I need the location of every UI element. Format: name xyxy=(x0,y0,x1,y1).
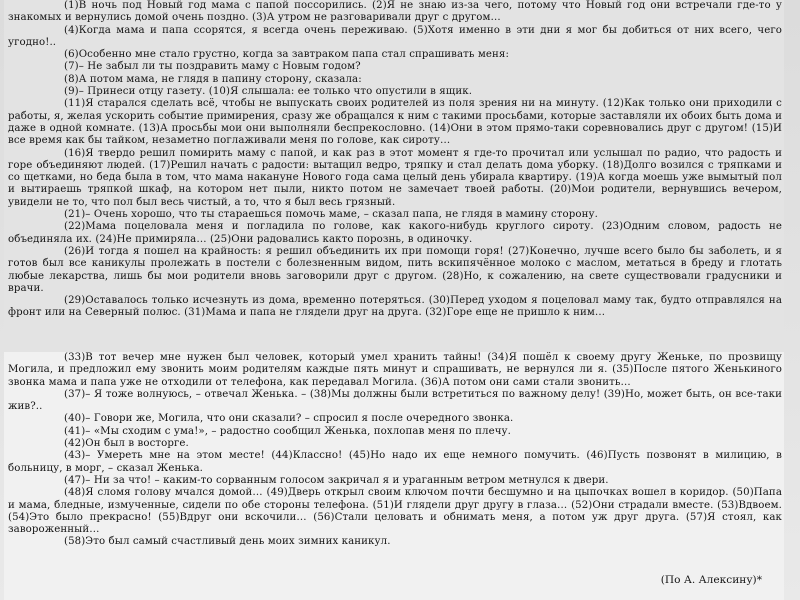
paragraph: (37)– Я тоже волнуюсь, – отвечал Женька. – (38)Мы должны были встретиться по важному делу! (39)Но, может быть, он все-таки жив?.. xyxy=(8,388,782,413)
paragraph: (33)В тот вечер мне нужен был человек, который умел хранить тайны! (34)Я пошёл к своему другу Женьке, по прозвищу Могила, и предложил ему звонить моим родителям каждые пять минут и спрашивать, не вернулся ли я. (35)После пятого Женькиного звонка мама и папа уже не отходили от телефона, как передавал Могила. (36)А потом они сами стали звонить… xyxy=(8,352,782,388)
paragraph: (11)Я старался сделать всё, чтобы не выпускать своих родителей из поля зрения ни на минуту. (12)Как только они приходили с работы, я, желая ускорить событие примирения, сразу же обращался к ним с такими просьбами, которые заставляли их обоих быть дома и даже в одной комнате. (13)А просьбы мои они выполняли беспрекословно. (14)Они в этом прямо-таки соревновались друг с другом! (15)И все время как бы тайком, незаметно поглаживали меня по голове, как сироту… xyxy=(8,98,782,147)
text-body-bottom xyxy=(4,352,784,549)
paragraph: (4)Когда мама и папа ссорятся, я всегда очень переживаю. (5)Хотя именно в эти дни я мог бы добиться от них всего, чего угодно!.. xyxy=(8,24,782,48)
source-attribution: (По А. Алексину)* xyxy=(660,574,762,586)
paragraph: (9)– Принеси отцу газету. (10)Я слышала: ее только что опустили в ящик. xyxy=(64,86,473,98)
paragraph: (42)Он был в восторге. xyxy=(64,438,189,450)
paragraph: (6)Особенно мне стало грустно, когда за завтраком папа стал спрашивать меня: xyxy=(64,49,509,61)
paragraph: (16)Я твердо решил помирить маму с папой, и как раз в этот момент я где-то прочитал или услышал по радио, что радость и горе объединяют людей. (17)Решил начать с радости: вытащил ведро, тряпку и стал делать дома уборку. (18)Долго возился с тряпками и со щетками, но беда была в том, что мама накануне Нового года сама целый день убирала квартиру. (19)А когда моешь уже вымытый пол и вытираешь тряпкой шкаф, на котором нет пыли, никто потом не замечает твоей работы. (20)Мои родители, вернувшись вечером, увидели не то, что пол был весь чистый, а то, что я был весь грязный. xyxy=(8,147,782,208)
paragraph: (40)– Говори же, Могила, что они сказали? – спросил я после очередного звонка. xyxy=(64,413,514,425)
paragraph: (41)– «Мы сходим с ума!», – радостно сообщил Женька, похлопав меня по плечу. xyxy=(64,425,511,437)
paragraph: (7)– Не забыл ли ты поздравить маму с Новым годом? xyxy=(64,61,361,73)
paragraph: (58)Это был самый счастливый день моих зимних каникул. xyxy=(64,536,391,548)
paragraph: (43)– Умереть мне на этом месте! (44)Классно! (45)Но надо их еще немного помучить. (46)Пусть позвонят в милицию, в больницу, в морг, – сказал Женька. xyxy=(8,450,782,474)
text-body-top xyxy=(4,0,784,320)
paragraph: (29)Оставалось только исчезнуть из дома, временно потеряться. (30)Перед уходом я поцеловал маму так, будто отправлялся на фронт или на Северный полюс. (31)Мама и папа не глядели друг на друга. (32)Горе еще не пришло к ним… xyxy=(8,295,782,319)
paragraph: (8)А потом мама, не глядя в папину сторону, сказала: xyxy=(64,73,362,85)
paragraph: (48)Я сломя голову мчался домой… (49)Дверь открыл своим ключом почти бесшумно и на цыпочках вошел в коридор. (50)Папа и мама, бледные, измученные, сидели по обе стороны телефона. (51)И глядели друг другу в глаза… (52)Они страдали вместе. (53)Вдвоем. (54)Это было прекрасно! (55)Вдруг они вскочили… (56)Стали целовать и обнимать меня, а потом уж друг друга. (57)Я стоял, как завороженный… xyxy=(8,487,782,536)
paragraph: (1)В ночь под Новый год мама с папой поссорились. (2)Я не знаю из-за чего, потому что Новый год они встречали где-то у знакомых и вернулись домой очень поздно. (3)А утром не разговаривали друг с другом… xyxy=(8,0,782,24)
text-block-bottom xyxy=(4,352,784,600)
paragraph: (26)И тогда я пошел на крайность: я решил объединить их при помощи горя! (27)Конечно, лучше всего было бы заболеть, и я готов был все каникулы пролежать в постели с болезненным видом, пить вскипячённое молоко с маслом, метаться в бреду и глотать любые лекарства, лишь бы мои родители вновь заговорили друг с другом. (28)Но, к сожалению, на свете существовали градусники и врачи. xyxy=(8,245,782,294)
paragraph: (21)– Очень хорошо, что ты стараешься помочь маме, – сказал папа, не глядя в мамину сторону. xyxy=(64,209,598,221)
text-block-top xyxy=(4,0,784,352)
paragraph: (47)– Ни за что! – каким-то сорванным голосом закричал я и ураганным ветром метнулся к двери. xyxy=(64,474,609,486)
paragraph: (22)Мама поцеловала меня и погладила по голове, как какого-нибудь круглого сироту. (23)Одним словом, радость не объединяла их. (24)Не примиряла… (25)Они радовались както порознь, в одиночку. xyxy=(8,221,782,245)
